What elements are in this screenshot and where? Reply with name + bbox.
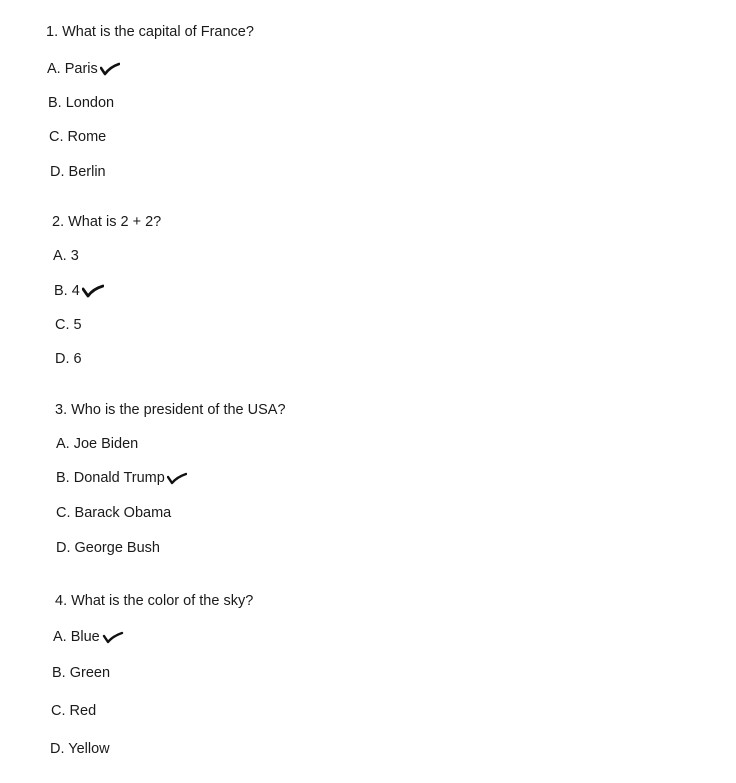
- question-3-prompt: 3. Who is the president of the USA?: [55, 402, 286, 418]
- question-4-option-d: D. Yellow: [50, 741, 110, 757]
- checkmark-icon: [167, 471, 187, 485]
- question-1-option-c: C. Rome: [49, 129, 107, 145]
- question-1-option-a: [47, 60, 120, 78]
- question-4-prompt: 4. What is the color of the sky?: [55, 593, 254, 609]
- checkmark-icon: [102, 630, 124, 644]
- checkmark-icon: [82, 284, 104, 298]
- question-1-option-b: B. London: [48, 95, 115, 111]
- option-label: B. Donald Trump: [56, 470, 165, 486]
- question-2-option-c: C. 5: [55, 317, 82, 333]
- question-4-option-a: [53, 628, 124, 646]
- option-label: B. 4: [54, 283, 80, 299]
- question-4-option-c: C. Red: [51, 703, 97, 719]
- question-3-option-b: [56, 469, 187, 487]
- question-1-option-d: D. Berlin: [50, 164, 106, 180]
- question-2-option-d: D. 6: [55, 351, 82, 367]
- checkmark-icon: [100, 62, 120, 76]
- question-2-option-b: [54, 282, 104, 300]
- question-4-option-b: B. Green: [52, 665, 111, 681]
- option-label: A. Paris: [47, 61, 98, 77]
- option-label: A. Blue: [53, 629, 100, 645]
- question-2-prompt: 2. What is 2 + 2?: [52, 214, 162, 230]
- question-3-option-a: A. Joe Biden: [56, 436, 139, 452]
- question-3-option-d: D. George Bush: [56, 540, 160, 556]
- question-3-option-c: C. Barack Obama: [56, 505, 172, 521]
- question-1-prompt: 1. What is the capital of France?: [46, 24, 254, 40]
- question-2-option-a: A. 3: [53, 248, 79, 264]
